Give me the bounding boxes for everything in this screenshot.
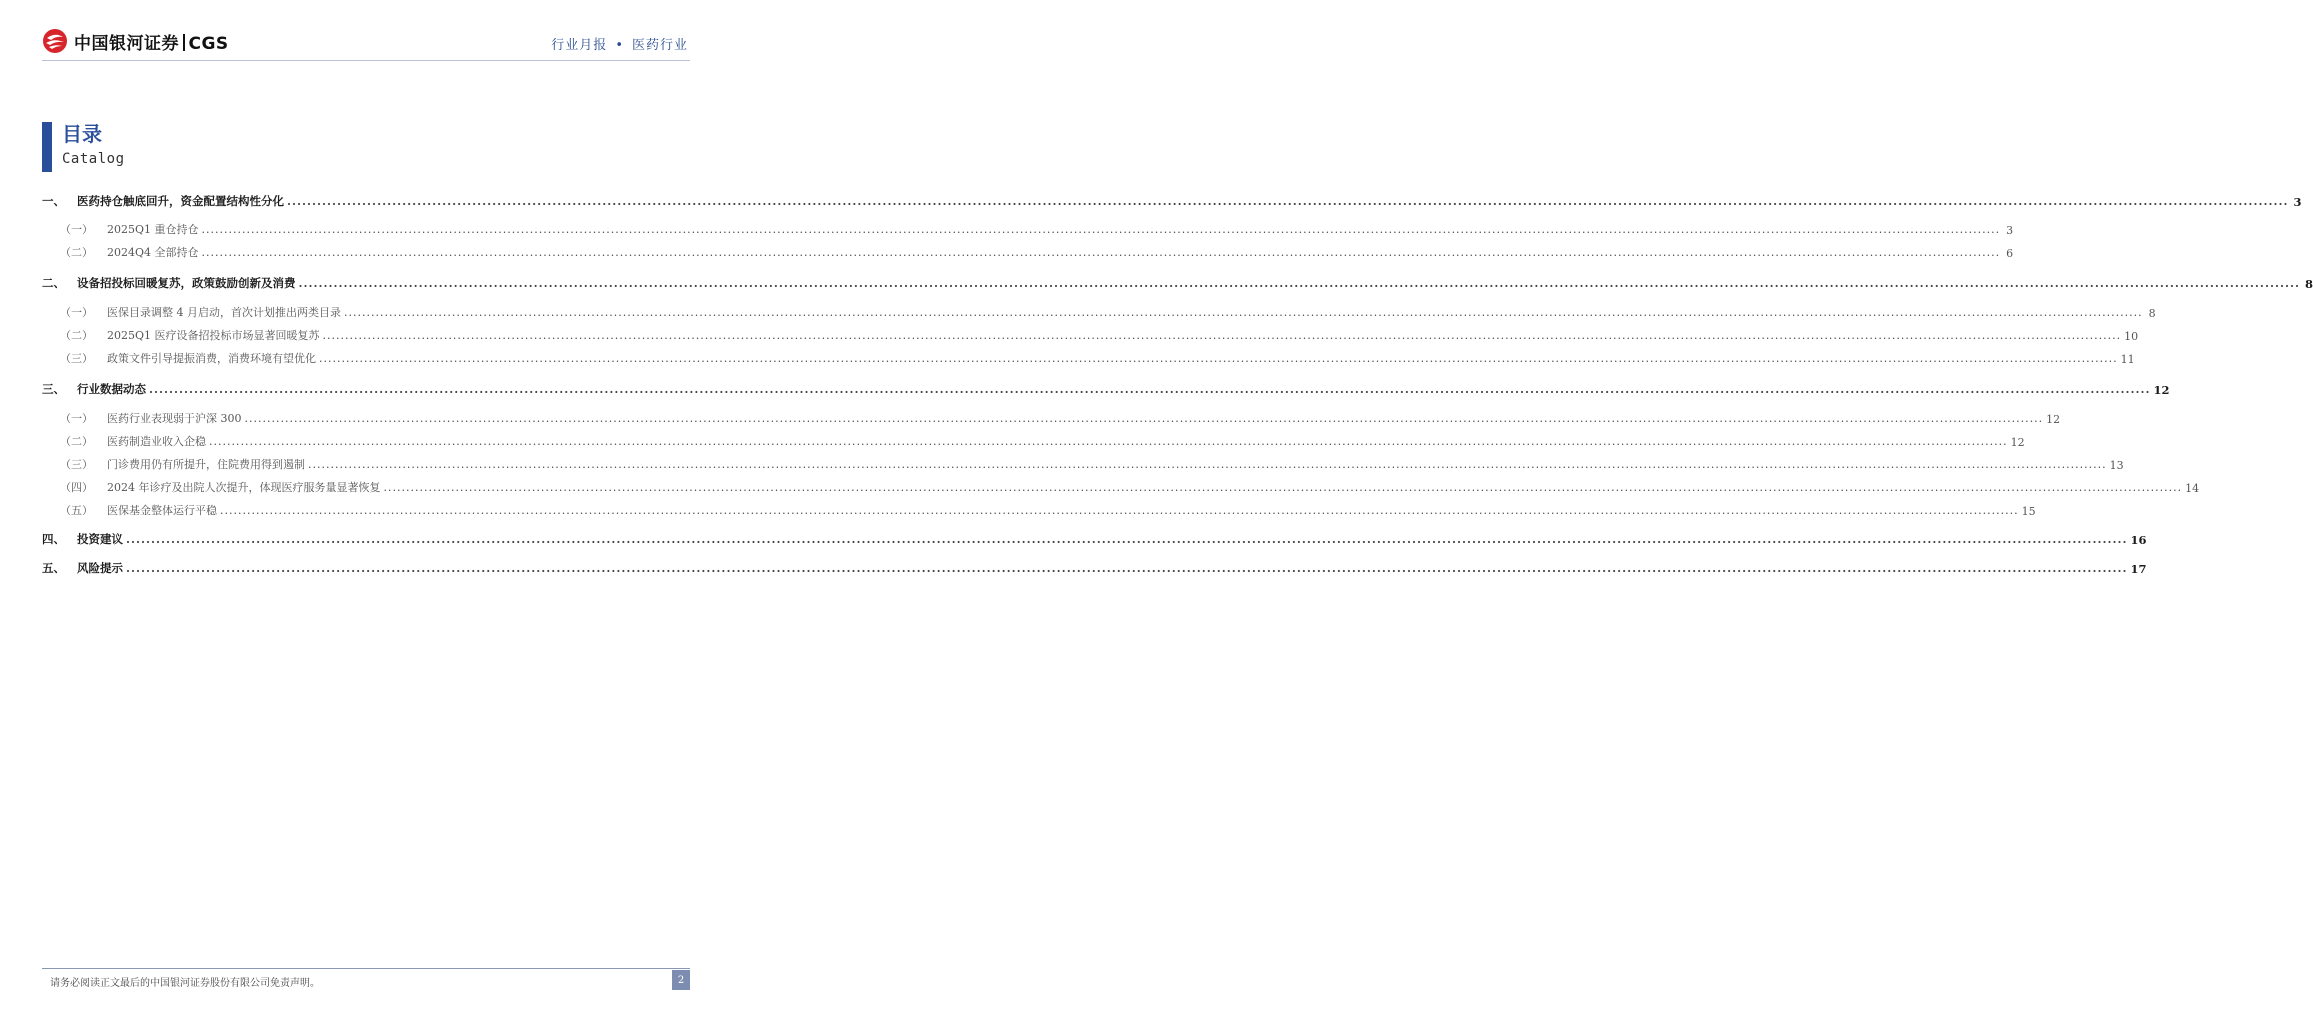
toc-entry-number: 一、: [42, 194, 65, 208]
toc-entry-number: （三）: [60, 352, 93, 365]
cgs-logo: [42, 28, 229, 54]
toc-entry-page: 17: [2130, 562, 2147, 576]
toc-leader-dots: ................................................................................................................................................................................................................................................................................................................................................................................................................: [126, 560, 2128, 575]
toc-leader-dots: ................................................................................................................................................................................................................................................................................................................................................................................................................: [244, 412, 2044, 425]
toc-entry-title: 2025Q1 重仓持仓: [107, 223, 199, 236]
toc-entry-title: 门诊费用仍有所提升，住院费用得到遏制: [107, 458, 305, 471]
toc-leader-dots: ................................................................................................................................................................................................................................................................................................................................................................................................................: [201, 246, 2001, 259]
toc-entry[interactable]: [42, 271, 2313, 291]
toc-entry-page: 8: [2148, 307, 2156, 320]
catalog-title: 目录: [62, 122, 102, 146]
toc-entry[interactable]: [60, 346, 2135, 366]
toc-leader-dots: ................................................................................................................................................................................................................................................................................................................................................................................................................: [149, 381, 2151, 396]
toc-entry-number: 二、: [42, 276, 65, 290]
toc-entry-number: （二）: [60, 246, 93, 259]
toc-entry[interactable]: [60, 452, 2124, 472]
toc-entry[interactable]: [42, 377, 2170, 397]
toc-entry-title: 政策文件引导提振消费，消费环境有望优化: [107, 352, 316, 365]
toc-entry[interactable]: [60, 240, 2014, 260]
toc-leader-dots: ................................................................................................................................................................................................................................................................................................................................................................................................................: [298, 275, 2300, 290]
toc-leader-dots: ................................................................................................................................................................................................................................................................................................................................................................................................................: [344, 306, 2143, 319]
toc-entry[interactable]: [60, 475, 2200, 495]
toc-entry-title: 2024Q4 全部持仓: [107, 246, 199, 259]
toc-entry-page: 8: [2304, 277, 2313, 291]
toc-entry-number: 四、: [42, 532, 65, 546]
toc-entry-title: 医药制造业收入企稳: [107, 435, 206, 448]
cgs-logo-icon: [42, 28, 68, 54]
toc-leader-dots: ................................................................................................................................................................................................................................................................................................................................................................................................................: [220, 504, 2019, 517]
toc-leader-dots: ................................................................................................................................................................................................................................................................................................................................................................................................................: [322, 329, 2122, 342]
toc-entry[interactable]: [60, 498, 2036, 518]
toc-leader-dots: ................................................................................................................................................................................................................................................................................................................................................................................................................: [287, 193, 2289, 208]
toc-entry-number: （一）: [60, 306, 93, 319]
toc-entry[interactable]: [42, 527, 2147, 547]
toc-leader-dots: ................................................................................................................................................................................................................................................................................................................................................................................................................: [126, 531, 2128, 546]
toc-entry[interactable]: [60, 217, 2014, 237]
toc-entry-title: 风险提示: [77, 561, 123, 575]
toc-entry-page: 11: [2120, 353, 2135, 366]
toc-entry[interactable]: [42, 189, 2302, 209]
toc-leader-dots: ................................................................................................................................................................................................................................................................................................................................................................................................................: [383, 481, 2183, 494]
toc-entry-page: 12: [2046, 413, 2061, 426]
toc-leader-dots: ................................................................................................................................................................................................................................................................................................................................................................................................................: [319, 352, 2118, 365]
brand-divider: [183, 34, 185, 51]
catalog-subtitle: Catalog: [62, 151, 125, 167]
toc-entry-title: 2024 年诊疗及出院人次提升，体现医疗服务量显著恢复: [107, 481, 381, 494]
toc-entry-title: 2025Q1 医疗设备招投标市场显著回暖复苏: [107, 329, 320, 342]
toc-entry-number: （二）: [60, 435, 93, 448]
toc-entry[interactable]: [60, 323, 2139, 343]
footer-disclaimer: 请务必阅读正文最后的中国银河证券股份有限公司免责声明。: [50, 978, 320, 989]
toc-entry-title: 医药行业表现弱于沪深 300: [107, 412, 242, 425]
toc-leader-dots: ................................................................................................................................................................................................................................................................................................................................................................................................................: [308, 458, 2107, 471]
report-type: 行业月报: [551, 38, 608, 53]
toc-entry-page: 16: [2130, 533, 2147, 547]
toc-entry-number: （一）: [60, 223, 93, 236]
toc-entry-page: 15: [2021, 505, 2036, 518]
toc-entry-title: 设备招投标回暖复苏，政策鼓励创新及消费: [77, 276, 296, 290]
page-number: 2: [672, 970, 690, 990]
brand-name: [74, 29, 229, 54]
footer-divider: [42, 968, 690, 969]
toc-entry-number: 三、: [42, 382, 65, 396]
toc-leader-dots: ................................................................................................................................................................................................................................................................................................................................................................................................................: [209, 435, 2008, 448]
toc-entry-title: 医药持仓触底回升，资金配置结构性分化: [77, 194, 284, 208]
toc-entry-title: 医保目录调整 4 月启动，首次计划推出两类目录: [107, 306, 341, 319]
toc-entry-page: 3: [2293, 195, 2302, 209]
toc-entry[interactable]: [60, 300, 2156, 320]
brand-en: CGS: [188, 33, 229, 54]
toc-entry-number: （四）: [60, 481, 93, 494]
toc-entry-number: （一）: [60, 412, 93, 425]
toc-entry-page: 13: [2109, 459, 2124, 472]
header-divider: [42, 60, 690, 61]
brand-cn: 中国银河证券: [74, 33, 179, 54]
toc-entry-number: （三）: [60, 458, 93, 471]
toc-entry-page: 12: [2010, 436, 2025, 449]
toc-entry-page: 6: [2006, 247, 2014, 260]
toc-entry-title: 投资建议: [77, 532, 123, 546]
toc-entry[interactable]: [42, 556, 2147, 576]
toc-entry-title: 医保基金整体运行平稳: [107, 504, 217, 517]
page-header: [0, 0, 724, 64]
report-category: [551, 34, 688, 53]
toc-entry-number: 五、: [42, 561, 65, 575]
toc-entry-page: 12: [2153, 383, 2170, 397]
toc-entry-page: 3: [2006, 224, 2014, 237]
toc-entry[interactable]: [60, 429, 2025, 449]
toc-entry-title: 行业数据动态: [77, 382, 146, 396]
toc-entry[interactable]: [60, 406, 2061, 426]
report-sector: 医药行业: [631, 38, 688, 53]
toc-entry-number: （五）: [60, 504, 93, 517]
toc-entry-page: 14: [2185, 482, 2200, 495]
catalog-accent-bar: [42, 122, 52, 172]
header-separator: •: [615, 38, 624, 53]
toc-entry-number: （二）: [60, 329, 93, 342]
toc-entry-page: 10: [2124, 330, 2139, 343]
toc-leader-dots: ................................................................................................................................................................................................................................................................................................................................................................................................................: [201, 223, 2001, 236]
